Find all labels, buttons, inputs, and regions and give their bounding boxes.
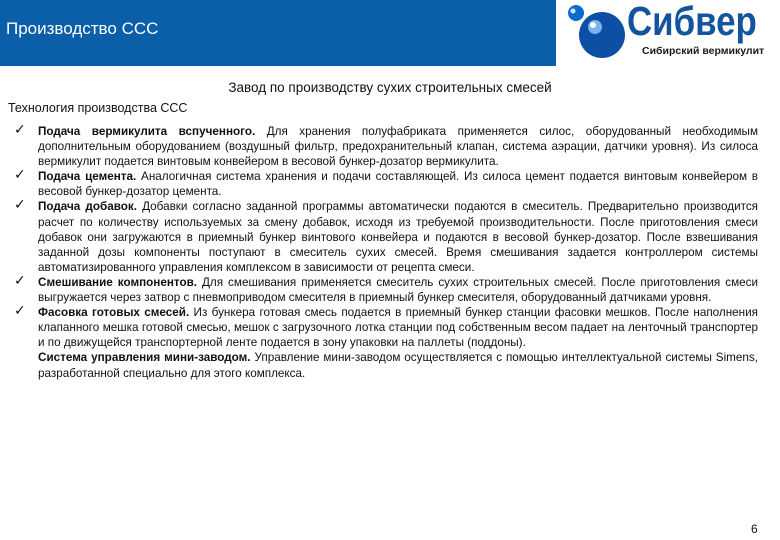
checkmark-icon: ✓ [14, 167, 26, 184]
control-text: Управление мини-заводом осуществляется с помощью интеллектуальной системы Simens, разработанной специально для этого комплекса. [38, 351, 758, 380]
item-heading: Подача вермикулита вспученного. [38, 125, 256, 138]
list-item [14, 305, 758, 380]
section-heading: Технология производства ССС [8, 101, 188, 115]
item-heading: Подача цемента. [38, 170, 137, 184]
list-item [14, 272, 758, 305]
list-item [14, 169, 758, 199]
item-text: Для хранения полуфабриката применяется силос, оборудованный необходимым дополнительным оборудованием (воздушный фильтр, предохранительный клапан, система аэрации, датчики уровня). Из силоса вермикулит подается винтовым конвейером в весовой бункер-дозатор вермикулита. [38, 125, 758, 169]
logo-brand: Сибвер [627, 0, 757, 44]
checkmark-icon: ✓ [14, 272, 26, 289]
control-system-paragraph [38, 350, 758, 380]
process-steps-list [14, 124, 758, 381]
checkmark-icon: ✓ [14, 303, 26, 320]
item-heading: Смешивание компонентов. [38, 275, 198, 289]
list-item [14, 199, 758, 274]
company-logo [556, 0, 780, 66]
item-text: Из бункера готовая смесь подается в приемный бункер станции фасовки мешков. После наполнения клапанного мешка готовой смесью, мешок с загрузочного лотка станции под собственным весом падает на ленточный транспортер и по движущейся транспортерной ленте подается в зону упаковки на паллеты (поддоны). [38, 306, 758, 350]
item-text: Для смешивания применяется смеситель сухих строительных смесей. После приготовления смеси выгружается через затвор с пневмоприводом смесителя в приемный бункер смесителя, оборудованный датчиками уровня. [38, 275, 758, 305]
header-bar [0, 0, 556, 66]
control-heading: Система управления мини-заводом. [38, 351, 251, 365]
item-heading: Подача добавок. [38, 200, 137, 214]
item-text: Добавки согласно заданной программы автоматически подаются в смеситель. Предварительно производится расчет по количеству используемых за смену добавок, исходя из требуемой производительности. После приготовления смеси добавок они загружаются в приемный бункер винтового конвейера и подаются в весовой бункер-дозатор. После взвешивания заданной дозы компоненты поступают в смеситель сухих смесей. Время смешивания задается контроллером системы автоматизированного управления комплексом в зависимости от рецепта смеси. [38, 200, 758, 274]
logo-spheres-icon [556, 0, 636, 66]
document-title: Завод по производству сухих строительных смесей [228, 80, 552, 95]
slide-title: Производство ССС [6, 19, 159, 38]
page-number: 6 [751, 522, 758, 536]
list-item [14, 124, 758, 169]
item-heading: Фасовка готовых смесей. [38, 306, 190, 320]
checkmark-icon: ✓ [14, 122, 26, 138]
logo-tagline: Сибирский вермикулит [642, 45, 765, 57]
item-text: Аналогичная система хранения и подачи составляющей. Из силоса цемент подается винтовым конвейером в весовой бункер-дозатор цемента. [38, 170, 758, 199]
checkmark-icon: ✓ [14, 197, 26, 214]
